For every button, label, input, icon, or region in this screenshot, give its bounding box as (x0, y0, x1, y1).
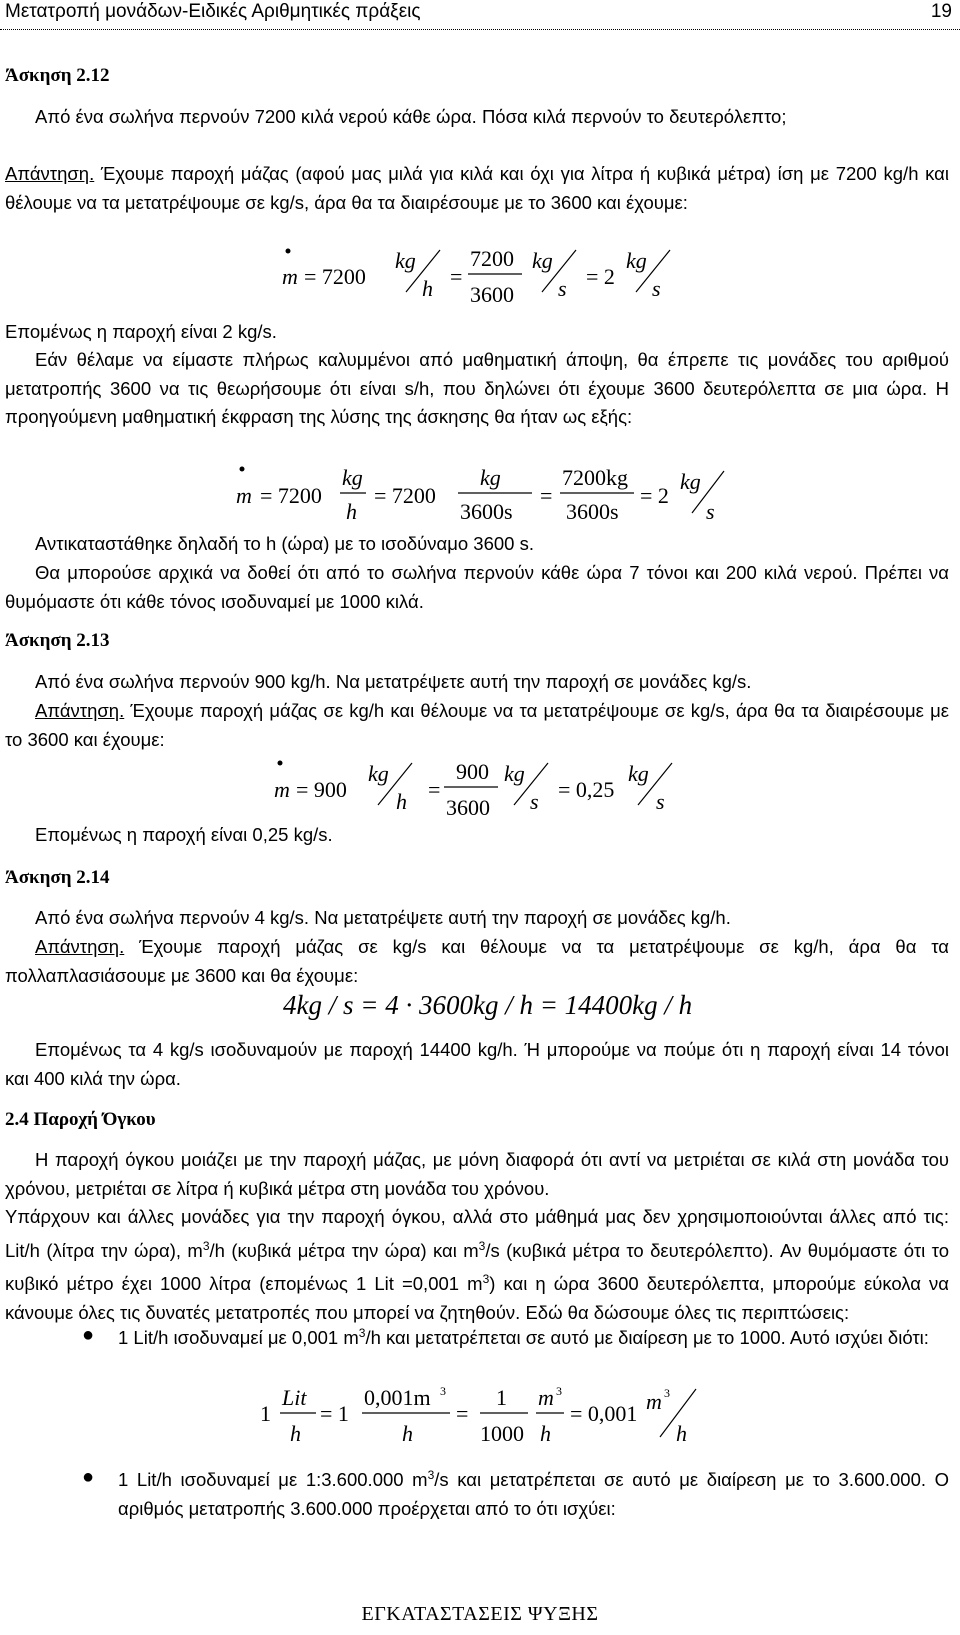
eq-unit: h (540, 1421, 551, 1446)
dot-accent (240, 467, 245, 472)
equation-mass-flow-7200 (270, 244, 690, 314)
eq-denominator: 1000 (480, 1421, 524, 1446)
eq-symbol: m (236, 483, 252, 508)
section-2-4-paragraph-1: Η παροχή όγκου μοιάζει με την παροχή μάζας, με μόνη διαφορά ότι αντί να μετριέται σε κιλά στη μονάδα του χρόνου, μετριέται σε λίτρα ή κυβικά μέτρα στη μονάδα του χρόνου. (5, 1149, 949, 1199)
eq-numerator: 1 (496, 1385, 507, 1410)
dot-accent (278, 761, 283, 766)
eq-term: = 7200 (260, 483, 322, 508)
eq-unit: kg (480, 465, 501, 490)
answer-text: Έχουμε παροχή μάζας σε kg/h και θέλουμε να τα μετατρέψουμε σε kg/s, άρα θα τα διαιρέσουμε με το 3600 και έχουμε: (5, 700, 949, 750)
eq-unit: s (652, 276, 661, 301)
eq-term: = 1 (320, 1401, 349, 1426)
exercise-2-13-question: Από ένα σωλήνα περνούν 900 kg/h. Να μετατρέψετε αυτή την παροχή σε μονάδες kg/s. (35, 671, 752, 692)
eq-unit: kg (395, 248, 416, 273)
dot-accent (286, 249, 291, 254)
eq-denominator: 3600 (470, 282, 514, 307)
eq-term: = 900 (296, 777, 347, 802)
eq-unit: h (422, 276, 433, 301)
eq-numerator: 0,001m (364, 1385, 431, 1410)
exercise-2-12-note: Θα μπορούσε αρχικά να δοθεί ότι από το σωλήνα περνούν κάθε ώρα 7 τόνοι και 200 κιλά νερού. Πρέπει να θυμόμαστε ότι κάθε τόνος ισοδυναμεί με 1000 κιλά. (5, 562, 949, 612)
bullet-marker: ● (82, 1466, 95, 1488)
eq-term: = 0,25 (558, 777, 615, 802)
header-divider (0, 29, 960, 30)
equation-mass-flow-seconds (230, 463, 750, 528)
page-number: 19 (930, 1, 952, 22)
answer-text: Έχουμε παροχή μάζας σε kg/s και θέλουμε να τα μετατρέψουμε σε kg/h, άρα θα τα πολλαπλασιάσουμε με 3600 και θα έχουμε: (5, 936, 949, 986)
eq-denominator: 3600 (446, 795, 490, 820)
eq-unit: kg (532, 248, 553, 273)
exercise-2-13-title: Άσκηση 2.13 (5, 630, 110, 651)
eq-unit: kg (368, 761, 389, 786)
answer-label: Απάντηση. (5, 163, 95, 184)
equation-4kg-per-s: 4kg / s = 4 · 3600kg / h = 14400kg / h (283, 990, 693, 1020)
bullet-marker: ● (82, 1324, 95, 1346)
eq-sign: = (428, 777, 441, 802)
eq-term: = 7200 (374, 483, 436, 508)
eq-unit: s (530, 789, 539, 814)
equation-mass-flow-900 (266, 757, 706, 825)
eq-unit: m (646, 1389, 662, 1414)
eq-denominator: 3600s (566, 499, 619, 524)
replacement-note: Αντικαταστάθηκε δηλαδή το h (ώρα) με το ισοδύναμο 3600 s. (35, 533, 534, 554)
bullet-item-2: 1 Lit/h ισοδυναμεί με 1:3.600.000 $m^3/s$ και μετατρέπεται σε αυτό με διαίρεση με το 3.600.000. Ο αριθμός μετατροπής 3.600.000 προέρχεται από το ότι ισχύει: (118, 1468, 950, 1519)
eq-unit: s (558, 276, 567, 301)
eq-unit: kg (628, 761, 649, 786)
eq-unit: kg (342, 465, 363, 490)
eq-term: = 0,001 (570, 1401, 638, 1426)
exercise-2-12-question: Από ένα σωλήνα περνούν 7200 κιλά νερού κάθε ώρα. Πόσα κιλά περνούν το δευτερόλεπτο; (35, 106, 787, 127)
eq-exponent: 3 (664, 1386, 670, 1400)
eq-term: = 7200 (304, 264, 366, 289)
header-title: Μετατροπή μονάδων-Ειδικές Αριθμητικές πράξεις (5, 1, 421, 22)
footer-title: ΕΓΚΑΤΑΣΤΑΣΕΙΣ ΨΥΞΗΣ (361, 1603, 599, 1625)
eq-term: = 2 (586, 264, 615, 289)
eq-unit: h (346, 499, 357, 524)
section-2-4-paragraph-2: Υπάρχουν και άλλες μονάδες για την παροχή όγκου, αλλά στο μάθημά μας δεν χρησιμοποιούνται άλλες από τις: Lit/h (λίτρα την ώρα), $m^3/h$ (κυβικά μέτρα την ώρα) και $m^3/s$ (κυβικά μέτρα το δευτερόλεπτο). Αν θυμόμαστε ότι το κυβικό μέτρο έχει 1000 λίτρα (επομένως 1 Lit =0,001 $m^3$) και η ώρα 3600 δευτερόλεπτα, μπορούμε εύκολα να κάνουμε όλες τις δυνατές μετατροπές που μπορεί να ζητηθούν. Εδώ θα δώσουμε όλες τις περιπτώσεις: (5, 1206, 949, 1323)
exercise-2-14-question: Από ένα σωλήνα περνούν 4 kg/s. Να μετατρέψετε αυτή την παροχή σε μονάδες kg/h. (35, 907, 731, 928)
exercise-2-12-title: Άσκηση 2.12 (5, 65, 110, 86)
section-2-4-title: 2.4 Παροχή Όγκου (5, 1109, 156, 1130)
eq-unit: m (538, 1385, 554, 1410)
exercise-2-12-paragraph: Εάν θέλαμε να είμαστε πλήρως καλυμμένοι από μαθηματική άποψη, θα έπρεπε τις μονάδες του αριθμού μετατροπής 3600 να τις θεωρήσουμε ότι είναι s/h, που δηλώνει ότι έχουμε 3600 δευτερόλεπτα σε μια ώρα. Η προηγούμενη μαθηματική έκφραση της λύσης της άσκησης θα ήταν ως εξής: (5, 349, 949, 427)
eq-symbol: m (282, 264, 298, 289)
eq-unit: s (656, 789, 665, 814)
eq-unit: s (706, 499, 715, 524)
exercise-2-13-result: Επομένως η παροχή είναι 0,25 kg/s. (35, 824, 333, 845)
answer-label: Απάντηση. (35, 936, 125, 957)
eq-denominator: 3600s (460, 499, 513, 524)
exercise-2-14-result: Επομένως τα 4 kg/s ισοδυναμούν με παροχή 14400 kg/h. Ή μπορούμε να πούμε ότι η παροχή είναι 14 τόνοι και 400 κιλά την ώρα. (5, 1039, 949, 1089)
eq-sign: = (540, 483, 553, 508)
eq-exponent: 3 (556, 1384, 562, 1398)
eq-numerator: 7200 (470, 246, 514, 271)
eq-numerator: 7200kg (562, 465, 628, 490)
eq-unit: h (290, 1421, 301, 1446)
eq-unit: h (402, 1421, 413, 1446)
eq-exponent: 3 (440, 1384, 446, 1398)
eq-unit: h (676, 1421, 687, 1446)
eq-symbol: m (274, 777, 290, 802)
eq-unit: kg (504, 761, 525, 786)
eq-unit: Lit (282, 1385, 307, 1410)
exercise-2-12-result: Επομένως η παροχή είναι 2 kg/s. (5, 321, 277, 342)
eq-unit: kg (680, 469, 701, 494)
eq-term: = 2 (640, 483, 669, 508)
bullet-item-1: 1 Lit/h ισοδυναμεί με 0,001 $m^3/h$ και μετατρέπεται σε αυτό με διαίρεση με το 1000. Αυτό ισχύει διότι: (118, 1326, 929, 1349)
exercise-2-12-answer (5, 160, 949, 217)
eq-sign: = (450, 264, 463, 289)
exercise-2-14-answer (5, 933, 949, 990)
answer-text: Έχουμε παροχή μάζας (αφού μας μιλά για κιλά και όχι για λίτρα ή κυβικά μέτρα) ίση με 7200 kg/h και θέλουμε να τα μετατρέψουμε σε kg/s, άρα θα τα διαιρέσουμε με το 3600 και έχουμε: (5, 163, 949, 213)
eq-term: 1 (260, 1401, 271, 1426)
answer-label: Απάντηση. (35, 700, 125, 721)
eq-numerator: 900 (456, 759, 489, 784)
exercise-2-14-title: Άσκηση 2.14 (5, 867, 110, 888)
eq-unit: h (396, 789, 407, 814)
exercise-2-13-answer (5, 697, 949, 754)
eq-sign: = (456, 1401, 469, 1426)
eq-unit: kg (626, 248, 647, 273)
equation-lit-per-h (256, 1381, 736, 1453)
